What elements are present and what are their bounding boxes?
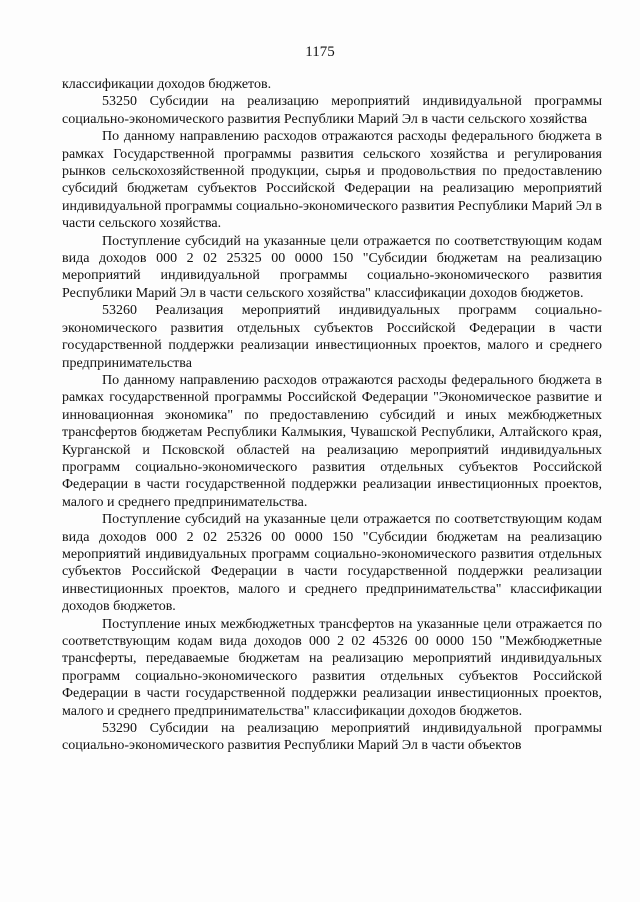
paragraph: 53250 Субсидии на реализацию мероприятий индивидуальной программы социально-экономического развития Республики Марий Эл в части сельского хозяйства: [62, 94, 602, 127]
paragraph: 53290 Субсидии на реализацию мероприятий индивидуальной программы социально-экономического развития Республики Марий Эл в части объектов: [62, 721, 602, 754]
document-body: [62, 76, 602, 755]
paragraph: Поступление субсидий на указанные цели отражается по соответствующим кодам вида доходов 000 2 02 25326 00 0000 150 "Субсидии бюджетам на реализацию мероприятий индивидуальных программ социально-экономического развития отдельных субъектов Российской Федерации в части государственной поддержки реализации инвестиционных проектов, малого и среднего предпринимательства" классификации доходов бюджетов.: [62, 512, 602, 615]
paragraph: классификации доходов бюджетов.: [62, 77, 272, 92]
paragraph: По данному направлению расходов отражаются расходы федерального бюджета в рамках Государственной программы развития сельского хозяйства и регулирования рынков сельскохозяйственной продукции, сырья и продовольствия по предоставлению субсидий бюджетам субъектов Российской Федерации на реализацию мероприятий индивидуальной программы социально-экономического развития Республики Марий Эл в части сельского хозяйства.: [62, 129, 602, 232]
paragraph: Поступление иных межбюджетных трансфертов на указанные цели отражается по соответствующим кодам вида доходов 000 2 02 45326 00 0000 150 "Межбюджетные трансферты, передаваемые бюджетам на реализацию мероприятий индивидуальных программ социально-экономического развития отдельных субъектов Российской Федерации в части государственной поддержки реализации инвестиционных проектов, малого и среднего предпринимательства" классификации доходов бюджетов.: [62, 616, 602, 719]
paragraph: 53260 Реализация мероприятий индивидуальных программ социально-экономического развития отдельных субъектов Российской Федерации в части государственной поддержки реализации инвестиционных проектов, малого и среднего предпринимательства: [62, 303, 602, 371]
paragraph: По данному направлению расходов отражаются расходы федерального бюджета в рамках государственной программы Российской Федерации "Экономическое развитие и инновационная экономика" по предоставлению субсидий и иных межбюджетных трансфертов бюджетам Республики Калмыкия, Чувашской Республики, Алтайского края, Курганской и Псковской областей на реализацию мероприятий индивидуальных программ социально-экономического развития отдельных субъектов Российской Федерации в части государственной поддержки реализации инвестиционных проектов, малого и среднего предпринимательства.: [62, 372, 602, 510]
page-number: 1175: [305, 44, 335, 60]
paragraph: Поступление субсидий на указанные цели отражается по соответствующим кодам вида доходов 000 2 02 25325 00 0000 150 "Субсидии бюджетам на реализацию мероприятий индивидуальной программы социально-экономического развития Республики Марий Эл в части сельского хозяйства" классификации доходов бюджетов.: [62, 233, 602, 301]
